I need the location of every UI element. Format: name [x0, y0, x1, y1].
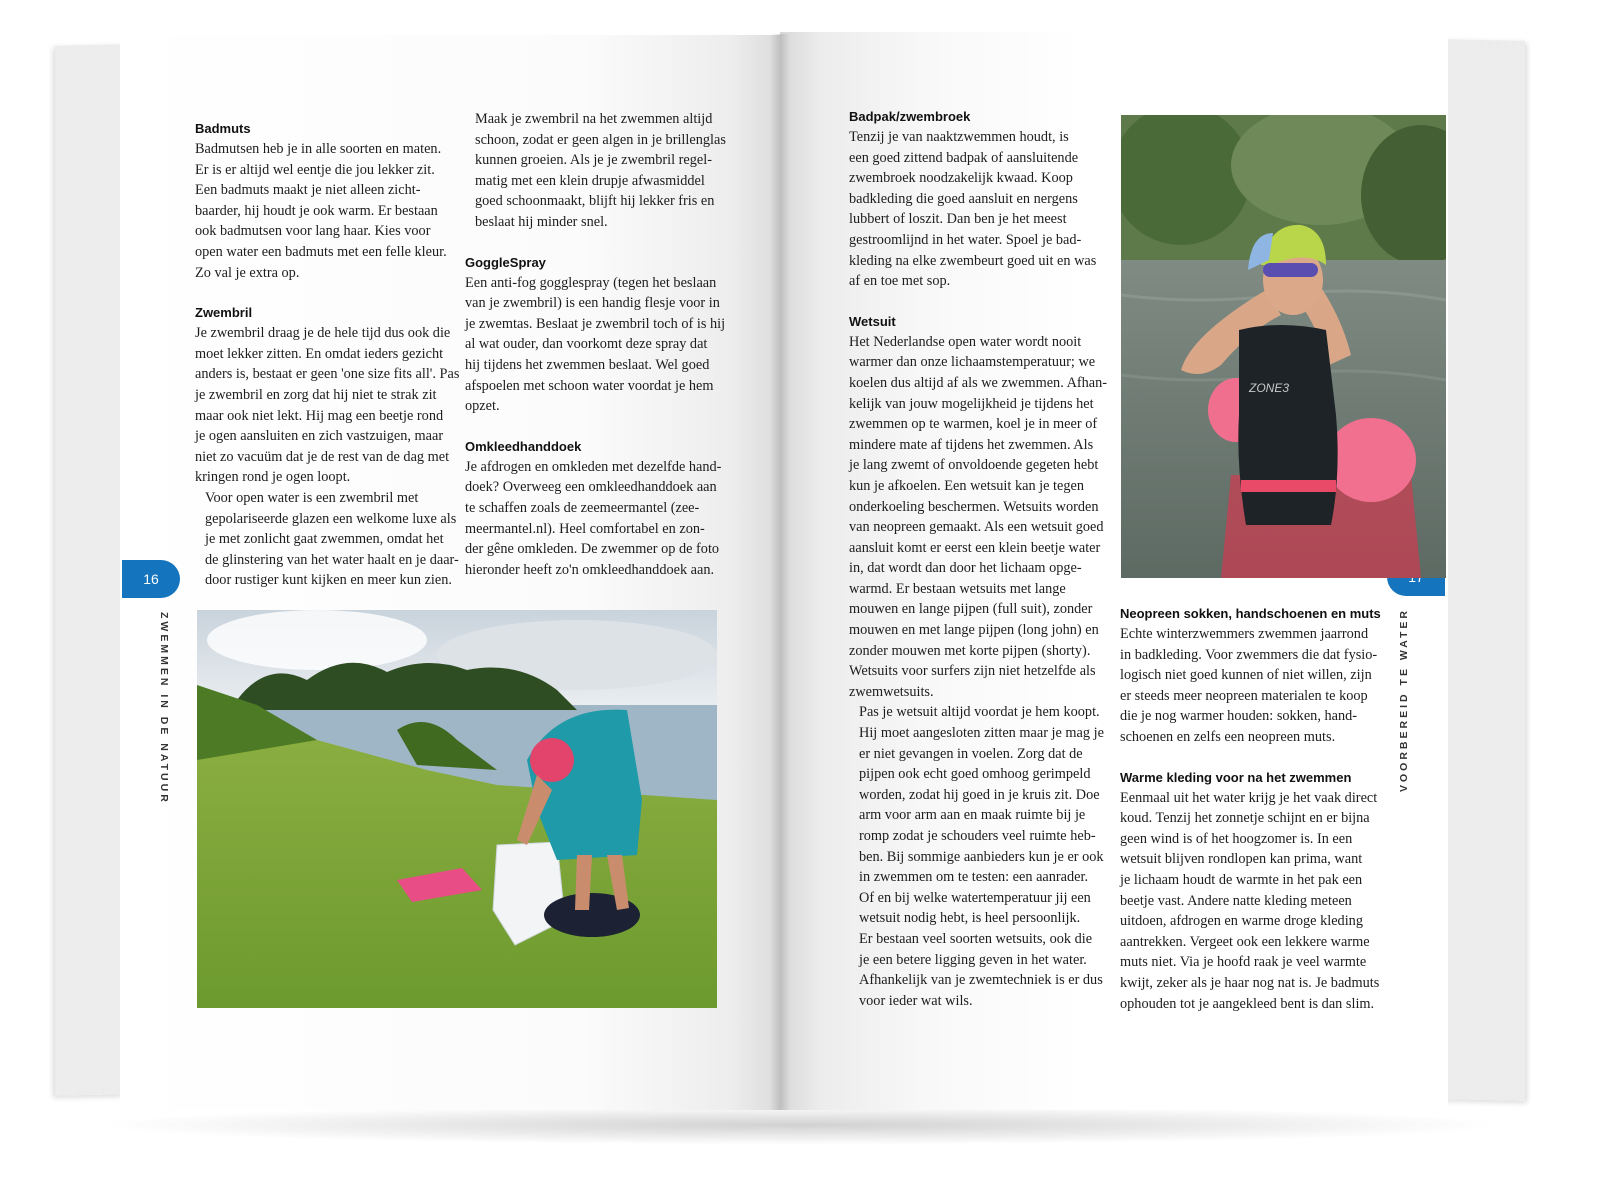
para-omkleedhanddoek	[465, 457, 720, 581]
text-line: muts niet. Via je hoofd raak je veel warmte	[1120, 954, 1367, 971]
text-line: der gêne omkleden. De zwemmer op de foto	[465, 541, 720, 558]
text-line: kunnen groeien. Als je je zwembril regel-	[475, 152, 713, 169]
para-neopreen	[1120, 624, 1382, 748]
text-line: Wetsuits voor surfers zijn niet hetzelfde als	[849, 663, 1096, 680]
text-line: van je zwembril) is een handig flesje voor in	[465, 295, 720, 312]
text-line: Echte winterzwemmers zwemmen jaarrond	[1120, 626, 1369, 642]
text-line: warmer dan onze lichaamstemperatuur; we	[849, 354, 1096, 371]
heading-gogglespray: GoggleSpray	[465, 254, 546, 270]
heading-warme-kleding: Warme kleding voor na het zwemmen	[1120, 769, 1352, 785]
text-line: badkleding die goed aansluit en nergens	[849, 190, 1078, 207]
para-wetsuit	[849, 332, 1108, 703]
text-line: beetje vast. Andere natte kleding meteen	[1120, 892, 1352, 909]
text-line: geen wind is of het hoogzomer is. In een	[1120, 830, 1353, 847]
heading-neopreen: Neopreen sokken, handschoenen en muts	[1120, 606, 1381, 621]
text-line: je een betere ligging geven in het water.	[859, 951, 1087, 968]
text-line: afspoelen met schoon water voordat je hem	[465, 377, 714, 394]
running-head-right: VOORBEREID TE WATER	[1398, 608, 1410, 792]
text-line: af en toe met sop.	[849, 273, 951, 290]
text-line: Je zwembril draag je de hele tijd dus ook die	[195, 325, 451, 342]
text-line: mouwen en met lange pijpen (long john) en	[849, 622, 1099, 639]
text-line: gepolariseerde glazen een welkome luxe als	[205, 510, 457, 527]
text-line: in zwemmen om te testen: een aanrader.	[859, 869, 1089, 886]
text-line: er niet gevangen in voelen. Zorg dat de	[859, 745, 1083, 762]
text-line: anders is, bestaat er geen 'one size fits all'. Pas	[195, 366, 460, 383]
heading-wetsuit: Wetsuit	[849, 313, 896, 329]
text-line: meermantel.nl). Heel comfortabel en zon-	[465, 520, 705, 537]
text-line: kun je afkoelen. Een wetsuit kan je tegen	[849, 477, 1085, 494]
text-line: een goed zittend badpak of aansluitende	[849, 149, 1079, 166]
text-line: hieronder heeft zo'n omkleedhanddoek aan.	[465, 561, 715, 578]
text-line: romp zodat je schouders veel ruimte heb-	[859, 828, 1096, 844]
text-line: van neopreen gemaakt. Als een wetsuit goed	[849, 519, 1104, 536]
text-line: Er is er altijd wel eentje die jou lekker zit.	[195, 161, 435, 178]
para-warme-kleding	[1120, 788, 1382, 1015]
text-line: kleding na elke zwembeurt goed uit en was	[849, 252, 1097, 269]
text-line: open water een badmuts met een felle kleur.	[195, 243, 447, 260]
right-column-1	[849, 107, 1108, 1011]
text-line: Het Nederlandse open water wordt nooit	[849, 333, 1082, 350]
text-line: je zwemtas. Beslaat je zwembril toch of is hij	[465, 315, 726, 332]
para-zwembril	[195, 323, 460, 488]
text-line: voor ieder wat wils.	[859, 992, 973, 1009]
text-line: Voor open water is een zwembril met	[205, 489, 419, 506]
text-line: Tenzij je van naaktzwemmen houdt, is	[849, 129, 1069, 145]
text-line: Of en bij welke watertemperatuur jij een	[859, 889, 1091, 906]
text-line: al wat ouder, dan voorkomt deze spray dat	[465, 336, 708, 353]
text-line: Een anti-fog gogglespray (tegen het beslaan	[465, 274, 717, 291]
text-line: arm voor arm aan en maak ruimte bij je	[859, 807, 1086, 824]
text-line: zwemwetsuits.	[849, 683, 934, 700]
text-line: door rustiger kunt kijken en meer kun zien.	[205, 572, 452, 589]
text-line: opzet.	[465, 398, 500, 415]
book-gutter	[770, 34, 790, 1110]
page-number-left	[122, 560, 180, 598]
text-line: mouwen en lange pijpen (full suit), zonder	[849, 601, 1093, 618]
text-line: niet zo vacuüm dat je de rest van de dag met	[195, 448, 450, 465]
text-line: je zwembril en zorg dat hij niet te strak zit	[195, 386, 437, 403]
text-line: wetsuit nodig hebt, is heel persoonlijk.	[859, 910, 1081, 927]
heading-badpak: Badpak/zwembroek	[849, 109, 971, 124]
text-line: lubbert of loszit. Dan ben je het meest	[849, 211, 1067, 228]
text-line: die je nog warmer houden: sokken, hand-	[1120, 708, 1358, 725]
text-line: wetsuit blijven rondlopen kan prima, want	[1120, 851, 1363, 868]
book-shadow	[90, 1105, 1510, 1145]
text-line: in badkleding. Voor zwemmers die dat fysio-	[1120, 646, 1378, 663]
text-line: Afhankelijk van je zwemtechniek is er dus	[859, 972, 1103, 989]
text-line: goed schoonmaakt, blijft hij lekker fris en	[475, 193, 715, 210]
text-line: aantrekken. Vergeet ook een lekkere warme	[1120, 933, 1370, 950]
para-zwembril-2	[195, 488, 459, 591]
text-line: er steeds meer neopreen materialen te koop	[1120, 687, 1368, 704]
text-line: matig met een klein drupje afwasmiddel	[475, 172, 705, 189]
text-line: kringen rond je ogen loopt.	[195, 469, 351, 486]
text-line: je lang zwemt of onvoldoende gegeten hebt	[849, 457, 1099, 474]
para-zwembril-schoon	[465, 109, 726, 233]
text-line: Badmutsen heb je in alle soorten en maten.	[195, 141, 442, 157]
text-line: Er bestaan veel soorten wetsuits, ook die	[859, 930, 1093, 947]
text-line: moet lekker zitten. En omdat ieders gezicht	[195, 345, 444, 362]
text-line: kwijt, zeker als je haar nog nat is. Je badmuts	[1120, 974, 1380, 991]
left-column-1	[195, 119, 460, 591]
text-line: worden, zodat hij goed in je kruis zit. Doe	[859, 786, 1100, 803]
text-line: schoenen en zelfs een neopreen muts.	[1120, 728, 1336, 745]
text-line: Hij moet aangesloten zitten maar je mag je	[859, 725, 1104, 742]
photo-swimmer-water	[1121, 115, 1446, 578]
text-line: ook badmutsen voor lang haar. Kies voor	[195, 223, 431, 240]
text-line: Pas je wetsuit altijd voordat je hem koopt.	[859, 704, 1100, 721]
text-line: ben. Bij sommige aanbieders kun je er ook	[859, 848, 1104, 865]
text-line: maar ook niet lekt. Hij mag een beetje rond	[195, 407, 444, 424]
text-line: Zo val je extra op.	[195, 264, 300, 281]
page-block-left-edge	[55, 44, 125, 1095]
text-line: schoon, zodat er geen algen in je brillenglas	[475, 131, 726, 148]
text-line: Maak je zwembril na het zwemmen altijd	[475, 111, 713, 127]
text-line: je met zonlicht gaat zwemmen, omdat het	[205, 531, 444, 548]
text-line: kelijk van jouw mogelijkheid je tijdens het	[849, 395, 1094, 412]
text-line: de glinstering van het water haalt en je daar-	[205, 551, 459, 568]
text-line: aansluit komt er eerst een klein beetje water	[849, 539, 1101, 556]
text-line: zwemmen op te warmen, koel je in meer of	[849, 416, 1098, 433]
text-line: in, dat wordt dan door het lichaam opge-	[849, 560, 1082, 577]
text-line: pijpen ook echt goed omhoog gerimpeld	[859, 766, 1091, 783]
text-line: uitdoen, afdrogen en warme droge kleding	[1120, 913, 1363, 930]
page-number-left-text: 16	[143, 571, 159, 587]
text-line: gestroomlijnd in het water. Spoel je bad-	[849, 231, 1082, 248]
text-line: baarder, hij houdt je ook warm. Er bestaan	[195, 202, 438, 219]
text-line: je ogen aansluiten en zich vastzuigen, maar	[195, 428, 444, 445]
para-badpak	[849, 127, 1104, 292]
text-line: mindere mate af tijdens het zwemmen. Als	[849, 436, 1094, 453]
heading-badmuts: Badmuts	[195, 121, 251, 136]
text-line: zonder mouwen met korte pijpen (shorty).	[849, 642, 1091, 659]
text-line: Een badmuts maakt je niet alleen zicht-	[195, 182, 421, 199]
text-line: logisch niet goed kunnen of niet willen, zijn	[1120, 667, 1372, 684]
running-head-left: ZWEMMEN IN DE NATUUR	[158, 612, 170, 805]
heading-zwembril: Zwembril	[195, 305, 253, 321]
wetsuit-logo-text: ZONE3	[1249, 381, 1290, 395]
text-line: ophouden tot je aangekleed bent is dan slim.	[1120, 995, 1375, 1012]
text-line: koud. Tenzij het zonnetje schijnt en er bijna	[1120, 810, 1370, 827]
text-line: hij tijdens het zwemmen beslaat. Wel goed	[465, 356, 710, 373]
text-line: Je afdrogen en omkleden met dezelfde hand-	[465, 458, 722, 475]
text-line: onderkoeling beschermen. Wetsuits worden	[849, 498, 1099, 515]
para-wetsuit-2	[849, 702, 1104, 1011]
para-badmuts	[195, 139, 450, 283]
heading-omkleedhanddoek: Omkleedhanddoek	[465, 438, 582, 454]
text-line: warmd. Er bestaan wetsuits met lange	[849, 580, 1066, 597]
page-block-right-edge	[1440, 39, 1525, 1101]
text-line: Eenmaal uit het water krijg je het vaak direct	[1120, 789, 1378, 806]
photo-changing-robe	[197, 610, 717, 1008]
para-gogglespray	[465, 273, 726, 417]
left-column-2	[465, 109, 726, 580]
right-column-2	[1120, 604, 1382, 1014]
text-line: zwembroek noodzakelijk kwaad. Koop	[849, 170, 1073, 187]
text-line: doek? Overweeg een omkleedhanddoek aan	[465, 479, 717, 496]
text-line: te schaffen zoals de zeemeermantel (zee-	[465, 499, 700, 516]
text-line: koelen dus altijd af als we zwemmen. Afhan-	[849, 374, 1108, 391]
text-line: beslaat hij minder snel.	[475, 213, 608, 230]
text-line: je lichaam houdt de warmte in het pak een	[1120, 871, 1363, 888]
